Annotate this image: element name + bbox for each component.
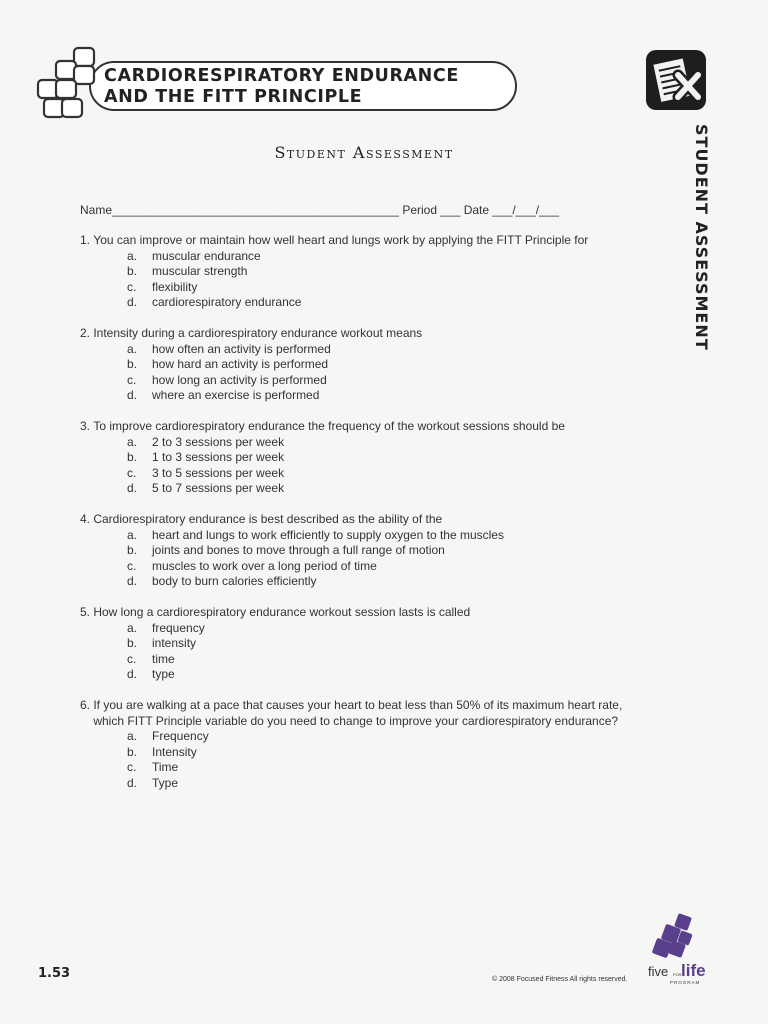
- option-letter: a.: [127, 434, 138, 449]
- answer-option: [80, 543, 650, 559]
- logo-word-program: PROGRAM: [670, 980, 701, 985]
- answer-options: [80, 342, 650, 404]
- option-letter: c.: [127, 558, 137, 573]
- question-number: 4.: [80, 512, 94, 526]
- option-letter: b.: [127, 543, 138, 557]
- option-letter: b.: [127, 636, 138, 650]
- option-text: muscles to work over a long period of time: [152, 558, 377, 573]
- squares-cluster-icon: [38, 48, 94, 117]
- option-text: 2 to 3 sessions per week: [152, 434, 285, 449]
- answer-option: [80, 559, 650, 575]
- answer-option: [80, 280, 650, 296]
- option-text: how long an activity is performed: [152, 372, 327, 387]
- title-line-1: CARDIORESPIRATORY ENDURANCE: [104, 66, 459, 86]
- page-title: [104, 66, 459, 108]
- question-stem: [80, 233, 650, 249]
- option-text: heart and lungs to work efficiently to supply oxygen to the muscles: [152, 527, 504, 542]
- answer-option: [80, 249, 650, 265]
- answer-option: [80, 357, 650, 373]
- question-number: 1.: [80, 233, 94, 247]
- question-item: [80, 512, 650, 590]
- option-letter: a.: [127, 341, 138, 356]
- answer-option: [80, 342, 650, 358]
- answer-options: [80, 435, 650, 497]
- answer-option: [80, 528, 650, 544]
- option-text: body to burn calories efficiently: [152, 574, 317, 588]
- question-text: To improve cardiorespiratory endurance the frequency of the workout sessions should be: [93, 419, 565, 433]
- side-section-label: STUDENT ASSESSMENT: [692, 124, 711, 351]
- answer-option: [80, 729, 650, 745]
- option-text: 1 to 3 sessions per week: [152, 450, 285, 464]
- option-letter: c.: [127, 651, 137, 666]
- option-text: Type: [152, 775, 179, 790]
- option-text: intensity: [152, 636, 197, 650]
- answer-option: [80, 652, 650, 668]
- answer-option: [80, 667, 650, 683]
- option-text: frequency: [152, 620, 205, 635]
- question-stem: [80, 326, 650, 342]
- option-letter: c.: [127, 760, 137, 774]
- answer-options: [80, 528, 650, 590]
- question-stem: [80, 698, 650, 729]
- answer-option: [80, 621, 650, 637]
- option-letter: b.: [127, 357, 138, 371]
- question-list: [80, 233, 650, 807]
- question-item: [80, 419, 650, 497]
- option-text: joints and bones to move through a full range of motion: [152, 543, 445, 557]
- question-item: [80, 233, 650, 311]
- copyright-notice: © 2008 Focused Fitness All rights reserved.: [492, 976, 628, 983]
- answer-option: [80, 466, 650, 482]
- option-text: 5 to 7 sessions per week: [152, 481, 285, 495]
- option-letter: b.: [127, 264, 138, 278]
- page-number: 1.53: [38, 966, 71, 981]
- answer-option: [80, 388, 650, 404]
- option-letter: a.: [127, 527, 138, 542]
- answer-option: [80, 373, 650, 389]
- option-letter: a.: [127, 248, 138, 263]
- answer-option: [80, 450, 650, 466]
- option-text: where an exercise is performed: [152, 388, 320, 402]
- answer-options: [80, 621, 650, 683]
- logo-word-five: five: [648, 964, 669, 979]
- option-text: 3 to 5 sessions per week: [152, 465, 285, 480]
- question-item: [80, 698, 650, 791]
- answer-option: [80, 760, 650, 776]
- title-line-2: AND THE FITT PRINCIPLE: [104, 87, 363, 107]
- logo-word-life: life: [681, 961, 706, 980]
- option-text: how hard an activity is performed: [152, 357, 329, 371]
- answer-option: [80, 636, 650, 652]
- option-text: flexibility: [152, 279, 198, 294]
- question-number: 6.: [80, 698, 94, 712]
- option-text: how often an activity is performed: [152, 341, 331, 356]
- question-text: How long a cardiorespiratory endurance workout session lasts is called: [93, 605, 471, 619]
- question-number: 5.: [80, 605, 94, 619]
- option-text: muscular endurance: [152, 248, 261, 263]
- option-letter: d.: [127, 574, 138, 588]
- option-text: type: [152, 667, 175, 681]
- answer-option: [80, 745, 650, 761]
- question-text: Intensity during a cardiorespiratory endurance workout means: [93, 326, 423, 340]
- assessment-subtitle: Student Assessment: [274, 143, 454, 162]
- option-letter: d.: [127, 388, 138, 402]
- option-text: cardiorespiratory endurance: [152, 295, 302, 309]
- question-number: 2.: [80, 326, 94, 340]
- question-text: You can improve or maintain how well heart and lungs work by applying the FITT Principle for: [93, 233, 589, 247]
- option-text: time: [152, 651, 175, 666]
- option-letter: d.: [127, 295, 138, 309]
- option-letter: c.: [127, 465, 137, 480]
- question-number: 3.: [80, 419, 94, 433]
- answer-option: [80, 481, 650, 497]
- option-letter: a.: [127, 620, 138, 635]
- option-letter: d.: [127, 775, 138, 790]
- option-letter: b.: [127, 744, 138, 759]
- option-letter: a.: [127, 729, 138, 743]
- checklist-x-icon: [645, 49, 707, 111]
- name-period-date-line: Name___________________________________________ Period ___ Date ___/___/___: [80, 203, 560, 217]
- option-text: Intensity: [152, 744, 197, 759]
- question-stem: [80, 512, 650, 528]
- five-for-life-logo: [646, 912, 706, 988]
- question-item: [80, 326, 650, 404]
- question-text: If you are walking at a pace that causes your heart to beat less than 50% of its maximum heart rate, which FITT Principle variable do you need to change to improve your cardiorespiratory endurance?: [93, 698, 623, 728]
- question-text: Cardiorespiratory endurance is best described as the ability of the: [93, 512, 443, 526]
- option-text: Time: [152, 760, 179, 774]
- answer-option: [80, 574, 650, 590]
- logo-squares-icon: [652, 913, 693, 958]
- answer-options: [80, 729, 650, 791]
- question-stem: [80, 605, 650, 621]
- answer-option: [80, 295, 650, 311]
- option-letter: d.: [127, 667, 138, 681]
- option-text: muscular strength: [152, 264, 248, 278]
- answer-option: [80, 264, 650, 280]
- answer-options: [80, 249, 650, 311]
- question-stem: [80, 419, 650, 435]
- option-letter: b.: [127, 450, 138, 464]
- option-letter: d.: [127, 481, 138, 495]
- answer-option: [80, 435, 650, 451]
- option-text: Frequency: [152, 729, 209, 743]
- option-letter: c.: [127, 372, 137, 387]
- question-item: [80, 605, 650, 683]
- answer-option: [80, 776, 650, 792]
- logo-word-for: FOR: [673, 972, 682, 977]
- option-letter: c.: [127, 279, 137, 294]
